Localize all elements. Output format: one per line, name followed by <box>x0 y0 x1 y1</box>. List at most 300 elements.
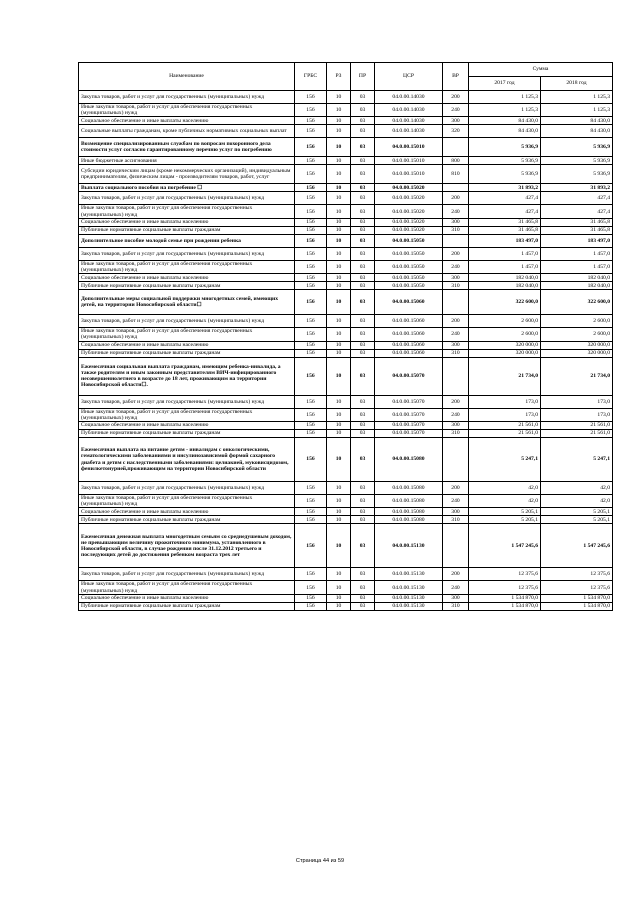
row-name: Иные закупки товаров, работ и услуг для обеспечения государственных (муниципальных) нужд <box>79 205 295 218</box>
row-sum-2018: 1 125,3 <box>541 91 613 104</box>
row-name: Публичные нормативные социальные выплаты гражданам <box>79 282 295 290</box>
row-name: Ежемесячная социальная выплата гражданам, имеющим ребенка-инвалида, а также родителям и иным законным представителям ВИЧ-инфицированного несовершеннолетнего в возрасте до 18 лет, проживающим на территории Новосибирской области☐. <box>79 357 295 395</box>
row-sum-2018: 320 000,0 <box>541 349 613 357</box>
row-pr: 03 <box>351 165 375 184</box>
table-row <box>79 495 613 508</box>
table-row <box>79 234 613 247</box>
row-pr: 03 <box>351 602 375 610</box>
row-sum-2018: 1 534 870,0 <box>541 602 613 610</box>
row-csr: 04.0.00.15130 <box>375 581 443 594</box>
row-grbs: 156 <box>295 91 327 104</box>
row-grbs: 156 <box>295 260 327 273</box>
row-sum-2018: 1 125,3 <box>541 104 613 117</box>
row-csr: 04.0.00.15050 <box>375 274 443 282</box>
row-csr: 04.0.00.15080 <box>375 482 443 495</box>
row-rz: 10 <box>327 117 351 125</box>
row-name: Возмещение специализированным службам по вопросам похоронного дела стоимости услуг согласно гарантированному перечню услуг по погребению <box>79 138 295 157</box>
row-sum-2017: 1 547 245,6 <box>469 524 541 568</box>
row-pr: 03 <box>351 184 375 192</box>
row-pr: 03 <box>351 205 375 218</box>
row-vr: 200 <box>443 568 469 581</box>
row-name: Публичные нормативные социальные выплаты гражданам <box>79 430 295 438</box>
row-sum-2017: 5 936,9 <box>469 165 541 184</box>
row-rz: 10 <box>327 516 351 524</box>
row-sum-2017: 21 561,0 <box>469 430 541 438</box>
row-rz: 10 <box>327 408 351 421</box>
row-csr: 04.0.00.15080 <box>375 516 443 524</box>
row-pr: 03 <box>351 138 375 157</box>
row-vr: 240 <box>443 408 469 421</box>
row-pr: 03 <box>351 594 375 602</box>
table-row <box>79 315 613 328</box>
row-csr: 04.0.00.15020 <box>375 192 443 205</box>
row-vr: 240 <box>443 495 469 508</box>
row-sum-2017: 12 375,6 <box>469 568 541 581</box>
row-name: Дополнительные меры социальной поддержки многодетных семей, имеющих детей, на территории Новосибирской области☐ <box>79 290 295 315</box>
row-sum-2018: 5 936,9 <box>541 157 613 165</box>
budget-table-sheet <box>78 62 612 611</box>
row-sum-2017: 5 936,9 <box>469 157 541 165</box>
row-rz: 10 <box>327 438 351 482</box>
row-csr: 04.0.00.15070 <box>375 408 443 421</box>
row-sum-2017: 5 205,1 <box>469 516 541 524</box>
budget-table <box>78 62 613 611</box>
table-row <box>79 395 613 408</box>
row-sum-2017: 84 430,0 <box>469 125 541 138</box>
row-csr: 04.0.00.14030 <box>375 117 443 125</box>
row-csr: 04.0.00.15050 <box>375 260 443 273</box>
row-csr: 04.0.00.15020 <box>375 205 443 218</box>
row-grbs: 156 <box>295 395 327 408</box>
row-sum-2018: 2 600,0 <box>541 315 613 328</box>
row-sum-2018: 12 375,6 <box>541 581 613 594</box>
row-sum-2017: 12 375,6 <box>469 581 541 594</box>
row-pr: 03 <box>351 234 375 247</box>
row-sum-2018: 173,0 <box>541 395 613 408</box>
row-sum-2017: 320 000,0 <box>469 349 541 357</box>
row-rz: 10 <box>327 234 351 247</box>
row-name: Социальное обеспечение и иные выплаты населению <box>79 594 295 602</box>
row-grbs: 156 <box>295 508 327 516</box>
row-pr: 03 <box>351 260 375 273</box>
row-sum-2018: 173,0 <box>541 408 613 421</box>
row-rz: 10 <box>327 138 351 157</box>
row-csr: 04.0.00.15060 <box>375 290 443 315</box>
row-vr: 300 <box>443 274 469 282</box>
table-row <box>79 205 613 218</box>
row-sum-2018: 1 457,0 <box>541 247 613 260</box>
row-grbs: 156 <box>295 234 327 247</box>
row-vr: 240 <box>443 104 469 117</box>
row-sum-2018: 31 465,8 <box>541 218 613 226</box>
row-sum-2018: 5 247,1 <box>541 438 613 482</box>
row-name: Социальное обеспечение и иные выплаты населению <box>79 508 295 516</box>
row-grbs: 156 <box>295 104 327 117</box>
row-vr <box>443 138 469 157</box>
row-name: Закупка товаров, работ и услуг для государственных (муниципальных) нужд <box>79 192 295 205</box>
row-vr: 810 <box>443 165 469 184</box>
row-pr: 03 <box>351 157 375 165</box>
row-pr: 03 <box>351 315 375 328</box>
row-sum-2018: 31 465,8 <box>541 226 613 234</box>
row-name: Закупка товаров, работ и услуг для государственных (муниципальных) нужд <box>79 482 295 495</box>
row-rz: 10 <box>327 260 351 273</box>
table-row <box>79 218 613 226</box>
row-vr: 240 <box>443 328 469 341</box>
row-vr: 310 <box>443 602 469 610</box>
row-vr: 240 <box>443 260 469 273</box>
row-sum-2018: 322 600,0 <box>541 290 613 315</box>
row-pr: 03 <box>351 482 375 495</box>
row-grbs: 156 <box>295 125 327 138</box>
row-name: Ежемесячная денежная выплата многодетным семьям со среднедушевым доходом, не превышающим величину прожиточного минимума, установленного в Новосибирской области, в случае рождения после 31.12.2012 третьего и последующих детей до достижения ребенком возраста трех лет <box>79 524 295 568</box>
table-row <box>79 282 613 290</box>
row-sum-2017: 427,4 <box>469 205 541 218</box>
row-grbs: 156 <box>295 226 327 234</box>
row-grbs: 156 <box>295 430 327 438</box>
row-rz: 10 <box>327 226 351 234</box>
row-vr: 800 <box>443 157 469 165</box>
row-grbs: 156 <box>295 157 327 165</box>
row-grbs: 156 <box>295 247 327 260</box>
row-sum-2017: 5 205,1 <box>469 508 541 516</box>
row-rz: 10 <box>327 430 351 438</box>
row-csr: 04.0.00.15080 <box>375 495 443 508</box>
row-csr: 04.0.00.15130 <box>375 524 443 568</box>
row-pr: 03 <box>351 422 375 430</box>
row-sum-2017: 427,4 <box>469 192 541 205</box>
row-sum-2017: 21 561,0 <box>469 422 541 430</box>
table-row <box>79 192 613 205</box>
row-vr: 300 <box>443 117 469 125</box>
row-sum-2017: 173,0 <box>469 395 541 408</box>
row-rz: 10 <box>327 91 351 104</box>
row-grbs: 156 <box>295 495 327 508</box>
row-pr: 03 <box>351 282 375 290</box>
row-rz: 10 <box>327 192 351 205</box>
row-csr: 04.0.00.15020 <box>375 226 443 234</box>
row-vr <box>443 290 469 315</box>
row-sum-2018: 12 375,6 <box>541 568 613 581</box>
row-name: Закупка товаров, работ и услуг для государственных (муниципальных) нужд <box>79 315 295 328</box>
row-name: Закупка товаров, работ и услуг для государственных (муниципальных) нужд <box>79 395 295 408</box>
row-name: Закупка товаров, работ и услуг для государственных (муниципальных) нужд <box>79 247 295 260</box>
row-vr <box>443 234 469 247</box>
row-sum-2017: 1 125,3 <box>469 91 541 104</box>
table-row <box>79 508 613 516</box>
table-row <box>79 422 613 430</box>
row-sum-2017: 1 534 870,0 <box>469 602 541 610</box>
row-grbs: 156 <box>295 349 327 357</box>
row-pr: 03 <box>351 438 375 482</box>
table-row <box>79 357 613 395</box>
row-vr: 200 <box>443 395 469 408</box>
row-name: Иные закупки товаров, работ и услуг для обеспечения государственных (муниципальных) нужд <box>79 495 295 508</box>
table-row <box>79 117 613 125</box>
row-rz: 10 <box>327 165 351 184</box>
row-csr: 04.0.00.15010 <box>375 165 443 184</box>
row-pr: 03 <box>351 91 375 104</box>
row-csr: 04.0.00.15070 <box>375 422 443 430</box>
row-grbs: 156 <box>295 408 327 421</box>
row-name: Иные бюджетные ассигнования <box>79 157 295 165</box>
row-sum-2017: 5 936,9 <box>469 138 541 157</box>
row-sum-2017: 42,0 <box>469 495 541 508</box>
row-grbs: 156 <box>295 117 327 125</box>
row-rz: 10 <box>327 422 351 430</box>
row-rz: 10 <box>327 357 351 395</box>
row-csr: 04.0.00.15060 <box>375 341 443 349</box>
row-pr: 03 <box>351 226 375 234</box>
row-csr: 04.0.00.15060 <box>375 349 443 357</box>
header-2018: 2018 год <box>541 77 613 91</box>
table-row <box>79 430 613 438</box>
row-name: Иные закупки товаров, работ и услуг для обеспечения государственных (муниципальных) нужд <box>79 104 295 117</box>
row-grbs: 156 <box>295 422 327 430</box>
table-row <box>79 138 613 157</box>
row-csr: 04.0.00.15080 <box>375 438 443 482</box>
row-pr: 03 <box>351 104 375 117</box>
row-csr: 04.0.00.15070 <box>375 395 443 408</box>
row-csr: 04.0.00.15020 <box>375 184 443 192</box>
row-sum-2018: 1 457,0 <box>541 260 613 273</box>
row-vr: 310 <box>443 226 469 234</box>
row-vr: 200 <box>443 315 469 328</box>
row-rz: 10 <box>327 568 351 581</box>
row-csr: 04.0.00.15130 <box>375 602 443 610</box>
row-csr: 04.0.00.14030 <box>375 91 443 104</box>
table-row <box>79 226 613 234</box>
row-name: Социальное обеспечение и иные выплаты населению <box>79 117 295 125</box>
table-row <box>79 274 613 282</box>
row-csr: 04.0.00.15130 <box>375 568 443 581</box>
row-sum-2017: 182 040,0 <box>469 282 541 290</box>
header-csr: ЦСР <box>375 63 443 91</box>
row-pr: 03 <box>351 408 375 421</box>
row-grbs: 156 <box>295 341 327 349</box>
row-grbs: 156 <box>295 524 327 568</box>
row-sum-2017: 173,0 <box>469 408 541 421</box>
row-vr <box>443 357 469 395</box>
row-pr: 03 <box>351 349 375 357</box>
row-rz: 10 <box>327 328 351 341</box>
row-pr: 03 <box>351 508 375 516</box>
row-sum-2018: 5 936,9 <box>541 138 613 157</box>
row-sum-2018: 5 205,1 <box>541 516 613 524</box>
row-sum-2018: 21 561,0 <box>541 422 613 430</box>
row-csr: 04.0.00.15070 <box>375 430 443 438</box>
row-grbs: 156 <box>295 482 327 495</box>
table-row <box>79 581 613 594</box>
row-sum-2017: 21 734,0 <box>469 357 541 395</box>
row-sum-2018: 320 000,0 <box>541 341 613 349</box>
row-vr: 200 <box>443 192 469 205</box>
row-sum-2017: 183 497,0 <box>469 234 541 247</box>
row-vr: 300 <box>443 508 469 516</box>
table-row <box>79 260 613 273</box>
row-pr: 03 <box>351 125 375 138</box>
row-vr: 200 <box>443 247 469 260</box>
row-sum-2017: 1 125,3 <box>469 104 541 117</box>
row-name: Закупка товаров, работ и услуг для государственных (муниципальных) нужд <box>79 568 295 581</box>
row-vr: 310 <box>443 430 469 438</box>
row-grbs: 156 <box>295 290 327 315</box>
row-vr: 300 <box>443 594 469 602</box>
row-pr: 03 <box>351 117 375 125</box>
header-sum: Сумма <box>469 63 613 77</box>
row-vr: 200 <box>443 482 469 495</box>
row-sum-2018: 1 534 870,0 <box>541 594 613 602</box>
row-rz: 10 <box>327 315 351 328</box>
row-vr: 320 <box>443 125 469 138</box>
row-vr <box>443 524 469 568</box>
header-rz: РЗ <box>327 63 351 91</box>
row-pr: 03 <box>351 218 375 226</box>
header-vr: ВР <box>443 63 469 91</box>
row-sum-2018: 182 040,0 <box>541 274 613 282</box>
table-row <box>79 408 613 421</box>
row-vr: 200 <box>443 91 469 104</box>
row-grbs: 156 <box>295 274 327 282</box>
table-row <box>79 184 613 192</box>
row-rz: 10 <box>327 205 351 218</box>
row-sum-2018: 21 561,0 <box>541 430 613 438</box>
table-row <box>79 516 613 524</box>
row-grbs: 156 <box>295 138 327 157</box>
row-name: Публичные нормативные социальные выплаты гражданам <box>79 602 295 610</box>
table-row <box>79 524 613 568</box>
row-rz: 10 <box>327 218 351 226</box>
row-grbs: 156 <box>295 568 327 581</box>
row-sum-2018: 21 734,0 <box>541 357 613 395</box>
row-pr: 03 <box>351 516 375 524</box>
table-row <box>79 438 613 482</box>
row-rz: 10 <box>327 184 351 192</box>
row-rz: 10 <box>327 274 351 282</box>
table-row <box>79 594 613 602</box>
row-name: Социальное обеспечение и иные выплаты населению <box>79 274 295 282</box>
table-row <box>79 247 613 260</box>
row-name: Субсидии юридическим лицам (кроме некоммерческих организаций), индивидуальным предпринимателям, физическим лицам - производителям товаров, работ, услуг <box>79 165 295 184</box>
row-name: Социальные выплаты гражданам, кроме публичных нормативных социальных выплат <box>79 125 295 138</box>
row-sum-2017: 84 430,0 <box>469 117 541 125</box>
row-csr: 04.0.00.15060 <box>375 328 443 341</box>
row-grbs: 156 <box>295 602 327 610</box>
row-rz: 10 <box>327 290 351 315</box>
table-row <box>79 290 613 315</box>
table-row <box>79 482 613 495</box>
row-csr: 04.0.00.15010 <box>375 157 443 165</box>
row-name: Выплата социального пособия на погребение ☐ <box>79 184 295 192</box>
row-name: Публичные нормативные социальные выплаты гражданам <box>79 516 295 524</box>
row-name: Иные закупки товаров, работ и услуг для обеспечения государственных (муниципальных) нужд <box>79 260 295 273</box>
row-rz: 10 <box>327 104 351 117</box>
row-name: Публичные нормативные социальные выплаты гражданам <box>79 349 295 357</box>
row-pr: 03 <box>351 341 375 349</box>
row-sum-2018: 2 600,0 <box>541 328 613 341</box>
row-sum-2018: 42,0 <box>541 482 613 495</box>
row-grbs: 156 <box>295 357 327 395</box>
row-sum-2017: 31 465,8 <box>469 226 541 234</box>
row-name: Иные закупки товаров, работ и услуг для обеспечения государственных (муниципальных) нужд <box>79 581 295 594</box>
row-pr: 03 <box>351 395 375 408</box>
row-name: Социальное обеспечение и иные выплаты населению <box>79 218 295 226</box>
row-vr: 310 <box>443 516 469 524</box>
row-sum-2018: 183 497,0 <box>541 234 613 247</box>
row-name: Социальное обеспечение и иные выплаты населению <box>79 422 295 430</box>
table-row <box>79 165 613 184</box>
row-rz: 10 <box>327 602 351 610</box>
header-name: Наименование <box>79 63 295 91</box>
row-pr: 03 <box>351 290 375 315</box>
header-2017: 2017 год <box>469 77 541 91</box>
row-pr: 03 <box>351 495 375 508</box>
row-grbs: 156 <box>295 192 327 205</box>
row-rz: 10 <box>327 157 351 165</box>
row-pr: 03 <box>351 328 375 341</box>
row-csr: 04.0.00.15020 <box>375 218 443 226</box>
row-vr: 300 <box>443 341 469 349</box>
row-csr: 04.0.00.15130 <box>375 594 443 602</box>
row-rz: 10 <box>327 495 351 508</box>
table-row <box>79 125 613 138</box>
row-sum-2017: 322 600,0 <box>469 290 541 315</box>
row-sum-2018: 42,0 <box>541 495 613 508</box>
row-sum-2017: 320 000,0 <box>469 341 541 349</box>
row-sum-2017: 1 534 870,0 <box>469 594 541 602</box>
row-csr: 04.0.00.15010 <box>375 138 443 157</box>
row-sum-2017: 182 040,0 <box>469 274 541 282</box>
row-vr: 240 <box>443 205 469 218</box>
row-name: Ежемесячная выплата на питание детям - инвалидам с онкологическими, гематологическими заболеваниями и инсулинозависимой формой сахарного диабета и детям с наследственными заболеваниями: целиакией, муковисцидозом, фенилкетонурией,проживающим на территории Новосибирской области <box>79 438 295 482</box>
row-rz: 10 <box>327 594 351 602</box>
table-row <box>79 157 613 165</box>
table-row <box>79 349 613 357</box>
table-header <box>79 63 613 91</box>
row-sum-2018: 1 547 245,6 <box>541 524 613 568</box>
row-pr: 03 <box>351 524 375 568</box>
row-rz: 10 <box>327 349 351 357</box>
row-csr: 04.0.00.15050 <box>375 234 443 247</box>
row-sum-2017: 42,0 <box>469 482 541 495</box>
row-sum-2018: 31 893,2 <box>541 184 613 192</box>
table-row <box>79 341 613 349</box>
row-vr: 240 <box>443 581 469 594</box>
row-rz: 10 <box>327 282 351 290</box>
row-sum-2017: 1 457,0 <box>469 260 541 273</box>
page-number: Страница 44 из 59 <box>295 858 345 864</box>
row-sum-2017: 31 893,2 <box>469 184 541 192</box>
row-csr: 04.0.00.14030 <box>375 104 443 117</box>
row-pr: 03 <box>351 274 375 282</box>
row-csr: 04.0.00.15050 <box>375 247 443 260</box>
row-pr: 03 <box>351 568 375 581</box>
row-grbs: 156 <box>295 184 327 192</box>
row-pr: 03 <box>351 357 375 395</box>
row-vr <box>443 184 469 192</box>
row-pr: 03 <box>351 581 375 594</box>
row-vr: 310 <box>443 282 469 290</box>
row-sum-2018: 427,4 <box>541 205 613 218</box>
row-sum-2018: 5 205,1 <box>541 508 613 516</box>
row-pr: 03 <box>351 247 375 260</box>
row-pr: 03 <box>351 430 375 438</box>
row-rz: 10 <box>327 341 351 349</box>
row-csr: 04.0.00.14030 <box>375 125 443 138</box>
row-rz: 10 <box>327 581 351 594</box>
row-grbs: 156 <box>295 516 327 524</box>
row-grbs: 156 <box>295 205 327 218</box>
